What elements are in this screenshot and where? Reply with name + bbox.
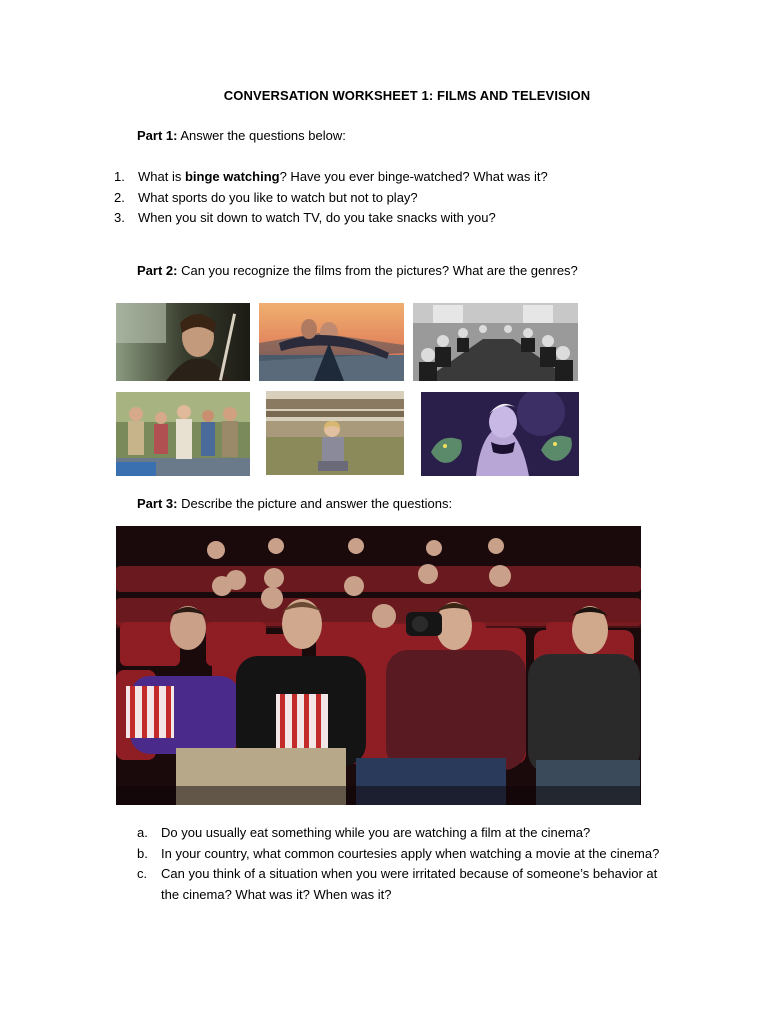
question-letter: c. <box>137 866 148 881</box>
part1-question-list <box>114 167 548 229</box>
part3-question: b. In your country, what common courtesies apply when watching a movie at the cinema? <box>137 844 667 865</box>
part3-question: a. Do you usually eat something while you are watching a film at the cinema? <box>137 823 667 844</box>
part3-heading <box>137 496 452 511</box>
question-letter: b. <box>137 845 148 861</box>
part1-heading <box>137 128 346 143</box>
film-still-ship-bow <box>259 303 404 381</box>
cinema-audience-photo <box>116 526 641 805</box>
part1-label: Part 1: <box>137 128 178 143</box>
part2-label: Part 2: <box>137 263 178 278</box>
film-still-animated-sea-witch <box>421 392 579 476</box>
film-still-fantasy-hero <box>116 303 250 381</box>
part1-question: 2. What sports do you like to watch but not to play? <box>138 188 548 209</box>
question-number: 2. <box>114 189 125 205</box>
part2-instruction: Can you recognize the films from the pictures? What are the genres? <box>177 263 578 278</box>
film-still-boy-in-field <box>266 391 404 475</box>
part3-question-list <box>137 823 667 905</box>
question-letter: a. <box>137 825 148 840</box>
part2-heading <box>137 263 578 278</box>
part1-question: 3. When you sit down to watch TV, do you take snacks with you? <box>138 208 548 229</box>
part3-label: Part 3: <box>137 496 178 511</box>
question-number: 1. <box>114 169 125 184</box>
film-still-family-group <box>116 392 250 476</box>
part3-question: c. Can you think of a situation when you were irritated because of someone’s behavior at the cinema? What was it? When was it? <box>137 866 658 902</box>
worksheet-title: CONVERSATION WORKSHEET 1: FILMS AND TELEVISION <box>223 88 591 103</box>
part3-instruction: Describe the picture and answer the questions: <box>177 496 453 511</box>
question-number: 3. <box>114 210 125 225</box>
part1-question: 1. What is binge watching? Have you ever binge-watched? What was it? <box>138 167 548 188</box>
binge-watching-term: binge watching <box>184 169 280 184</box>
film-still-jury-room <box>413 303 578 381</box>
part1-instruction: Answer the questions below: <box>177 128 346 143</box>
